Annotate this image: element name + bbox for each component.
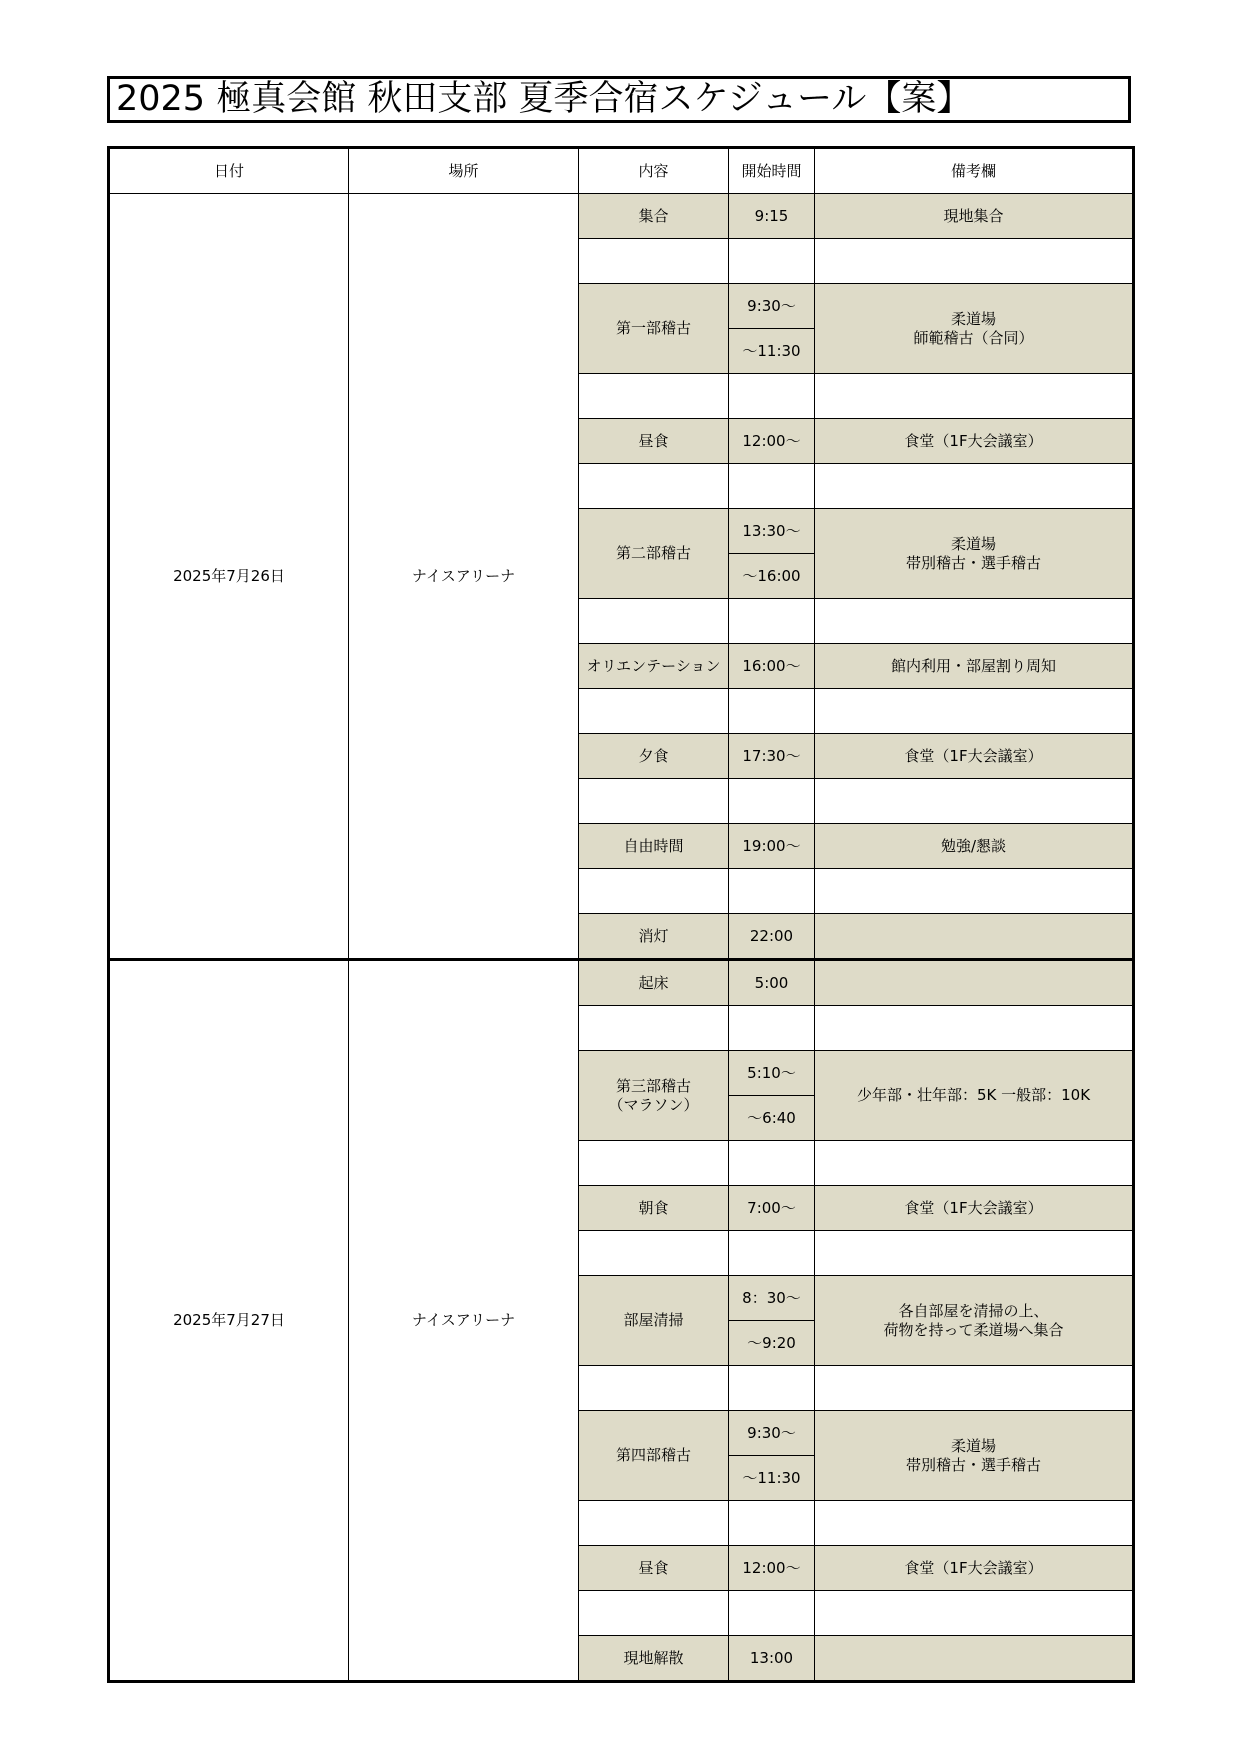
note-cell: [815, 1276, 1134, 1366]
activity-cell: [579, 1636, 729, 1682]
activity-label: 部屋清掃: [623, 1311, 684, 1329]
activity-label: 自由時間: [623, 836, 684, 855]
empty-time-cell: [729, 1501, 815, 1546]
empty-content-cell: [579, 374, 729, 419]
start-time-cell: [729, 914, 815, 960]
note-cell: [815, 1636, 1134, 1682]
empty-note-cell: [815, 779, 1134, 824]
empty-content-cell: [579, 239, 729, 284]
start-time-label: 16:00～: [742, 656, 801, 675]
column-header-date: 日付: [109, 148, 349, 194]
schedule-body: [109, 194, 1134, 1682]
start-time-label: 13:00: [749, 1648, 794, 1667]
activity-label: 第三部稽古 （マラソン）: [608, 1076, 699, 1114]
activity-label: オリエンテーション: [586, 656, 721, 675]
date-cell: 2025年7月27日: [109, 960, 349, 1682]
note-label: 食堂（1F大会議室）: [904, 746, 1043, 765]
empty-time-cell: [729, 779, 815, 824]
start-time-label: 5:00: [754, 973, 789, 992]
activity-cell: [579, 509, 729, 599]
empty-time-cell: [729, 869, 815, 914]
activity-label: 昼食: [638, 431, 669, 450]
start-time-label: 12:00～: [742, 1558, 801, 1577]
start-time-label: 9:30～: [747, 296, 796, 315]
empty-content-cell: [579, 689, 729, 734]
empty-note-cell: [815, 1501, 1134, 1546]
start-time-label: 13:30～: [742, 521, 801, 540]
table-row: [109, 960, 1134, 1006]
end-time-cell: [729, 1456, 815, 1501]
activity-label: 夕食: [638, 746, 669, 765]
start-time-cell: [729, 824, 815, 869]
activity-label: 消灯: [638, 926, 669, 945]
start-time-cell: [729, 1636, 815, 1682]
note-label: 勉強/懇談: [940, 836, 1007, 855]
note-label: 柔道場 師範稽古（合同）: [913, 309, 1034, 347]
empty-time-cell: [729, 689, 815, 734]
note-label: 食堂（1F大会議室）: [904, 1558, 1043, 1577]
start-time-cell: [729, 1051, 815, 1096]
start-time-cell: [729, 284, 815, 329]
activity-cell: [579, 284, 729, 374]
empty-content-cell: [579, 599, 729, 644]
empty-content-cell: [579, 1006, 729, 1051]
start-time-cell: [729, 1546, 815, 1591]
note-cell: [815, 419, 1134, 464]
end-time-cell: [729, 554, 815, 599]
note-label: 少年部・壮年部：5K 一般部：10K: [856, 1086, 1091, 1104]
note-label: 各自部屋を清掃の上、 荷物を持って柔道場へ集合: [883, 1301, 1064, 1339]
empty-note-cell: [815, 239, 1134, 284]
start-time-cell: [729, 1276, 815, 1321]
start-time-label: 9:30～: [747, 1423, 796, 1442]
empty-time-cell: [729, 374, 815, 419]
table-header-row: [109, 148, 1134, 194]
empty-note-cell: [815, 464, 1134, 509]
note-cell: [815, 1411, 1134, 1501]
start-time-cell: [729, 1186, 815, 1231]
end-time-cell: [729, 1321, 815, 1366]
note-cell: [815, 734, 1134, 779]
column-header-place: 場所: [349, 148, 579, 194]
column-header-notes: 備考欄: [815, 148, 1134, 194]
empty-content-cell: [579, 869, 729, 914]
empty-content-cell: [579, 1591, 729, 1636]
note-label: 柔道場 帯別稽古・選手稽古: [905, 1436, 1041, 1474]
empty-time-cell: [729, 599, 815, 644]
activity-cell: [579, 1276, 729, 1366]
start-time-label: 19:00～: [742, 836, 801, 855]
note-cell: [815, 824, 1134, 869]
start-time-label: 17:30～: [742, 746, 801, 765]
empty-content-cell: [579, 1141, 729, 1186]
place-cell: ナイスアリーナ: [349, 960, 579, 1682]
start-time-label: 7:00～: [747, 1198, 796, 1217]
table-row: [109, 194, 1134, 239]
empty-time-cell: [729, 239, 815, 284]
empty-content-cell: [579, 464, 729, 509]
start-time-cell: [729, 644, 815, 689]
end-time-label: ～9:20: [747, 1333, 796, 1352]
empty-note-cell: [815, 1366, 1134, 1411]
activity-label: 第一部稽古: [615, 319, 691, 337]
note-cell: [815, 194, 1134, 239]
activity-cell: [579, 1546, 729, 1591]
empty-time-cell: [729, 1231, 815, 1276]
note-label: 現地集合: [943, 206, 1004, 225]
start-time-label: 9:15: [754, 206, 789, 225]
activity-label: 朝食: [638, 1198, 669, 1217]
column-header-start-time: 開始時間: [729, 148, 815, 194]
empty-time-cell: [729, 1366, 815, 1411]
empty-note-cell: [815, 599, 1134, 644]
place-cell: ナイスアリーナ: [349, 194, 579, 960]
start-time-label: 12:00～: [742, 431, 801, 450]
start-time-cell: [729, 419, 815, 464]
page-title: 2025 極真会館 秋田支部 夏季合宿スケジュール【案】: [107, 76, 1131, 123]
note-cell: [815, 644, 1134, 689]
end-time-cell: [729, 329, 815, 374]
end-time-label: ～16:00: [742, 566, 801, 585]
note-cell: [815, 284, 1134, 374]
activity-cell: [579, 1411, 729, 1501]
end-time-label: ～11:30: [742, 1468, 801, 1487]
activity-cell: [579, 824, 729, 869]
empty-content-cell: [579, 1366, 729, 1411]
activity-cell: [579, 644, 729, 689]
start-time-label: 8：30～: [742, 1288, 801, 1307]
activity-label: 昼食: [638, 1558, 669, 1577]
date-cell: 2025年7月26日: [109, 194, 349, 960]
start-time-cell: [729, 734, 815, 779]
empty-note-cell: [815, 869, 1134, 914]
empty-time-cell: [729, 1141, 815, 1186]
empty-note-cell: [815, 374, 1134, 419]
note-cell: [815, 914, 1134, 960]
empty-time-cell: [729, 1006, 815, 1051]
activity-cell: [579, 914, 729, 960]
start-time-label: 5:10～: [747, 1063, 796, 1082]
activity-cell: [579, 960, 729, 1006]
empty-note-cell: [815, 1591, 1134, 1636]
column-header-content: 内容: [579, 148, 729, 194]
note-cell: [815, 1186, 1134, 1231]
note-cell: [815, 960, 1134, 1006]
empty-content-cell: [579, 1231, 729, 1276]
start-time-cell: [729, 1411, 815, 1456]
activity-cell: [579, 1051, 729, 1141]
activity-cell: [579, 419, 729, 464]
schedule-table: [107, 146, 1135, 1683]
empty-time-cell: [729, 1591, 815, 1636]
empty-note-cell: [815, 1231, 1134, 1276]
activity-label: 第四部稽古: [615, 1446, 691, 1464]
start-time-cell: [729, 509, 815, 554]
empty-note-cell: [815, 1006, 1134, 1051]
activity-label: 起床: [638, 973, 669, 992]
note-label: 食堂（1F大会議室）: [904, 431, 1043, 450]
empty-note-cell: [815, 1141, 1134, 1186]
end-time-label: ～11:30: [742, 341, 801, 360]
note-label: 館内利用・部屋割り周知: [890, 656, 1056, 675]
note-label: 柔道場 帯別稽古・選手稽古: [905, 534, 1041, 572]
empty-content-cell: [579, 779, 729, 824]
start-time-cell: [729, 194, 815, 239]
activity-label: 現地解散: [623, 1648, 684, 1667]
end-time-cell: [729, 1096, 815, 1141]
empty-time-cell: [729, 464, 815, 509]
start-time-label: 22:00: [749, 926, 794, 945]
end-time-label: ～6:40: [747, 1108, 796, 1127]
note-cell: [815, 1051, 1134, 1141]
activity-cell: [579, 734, 729, 779]
note-cell: [815, 1546, 1134, 1591]
note-label: 食堂（1F大会議室）: [904, 1198, 1043, 1217]
start-time-cell: [729, 960, 815, 1006]
empty-content-cell: [579, 1501, 729, 1546]
activity-cell: [579, 1186, 729, 1231]
activity-cell: [579, 194, 729, 239]
activity-label: 第二部稽古: [615, 544, 691, 562]
empty-note-cell: [815, 689, 1134, 734]
activity-label: 集合: [638, 206, 669, 225]
note-cell: [815, 509, 1134, 599]
